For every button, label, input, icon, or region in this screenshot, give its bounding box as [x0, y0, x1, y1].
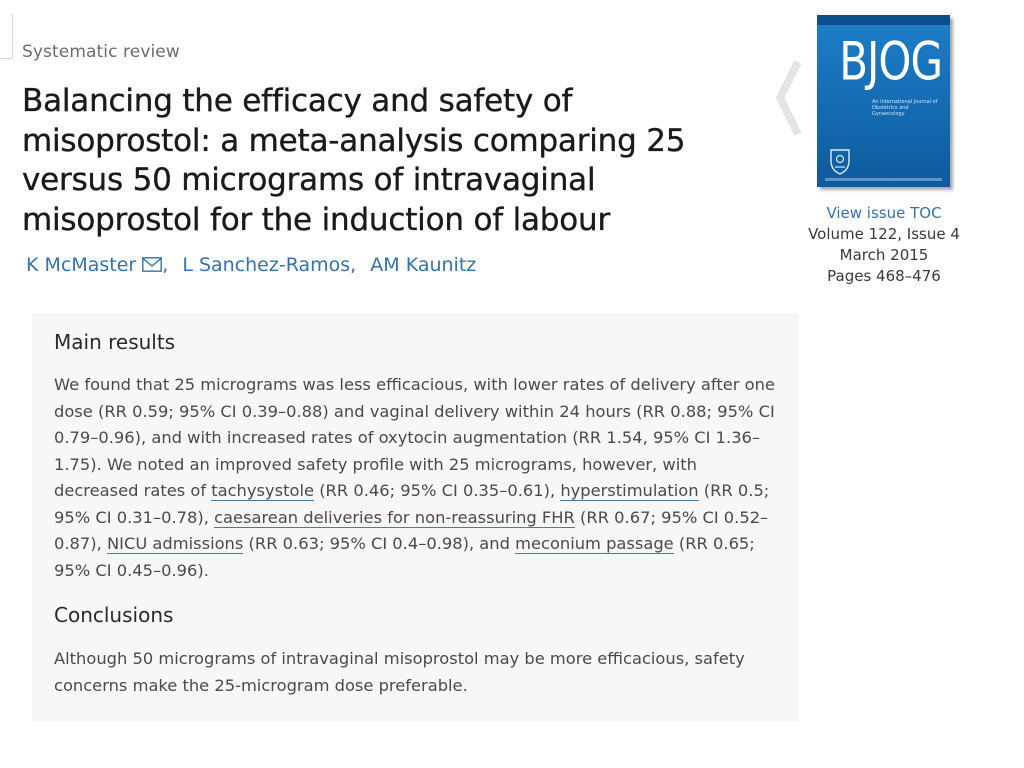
main-results-segment: (RR 0.46; 95% CI 0.35–0.61),	[314, 481, 561, 500]
term-link-hyperstimulation[interactable]: hyperstimulation	[560, 481, 699, 500]
conclusions-text: Although 50 micrograms of intravaginal misoprostol may be more efficacious, safety concerns make the 25-microgram dose preferable.	[54, 649, 745, 695]
author-separator: ,	[350, 254, 357, 276]
conclusions-heading: Conclusions	[54, 603, 174, 627]
term-link-tachysystole[interactable]: tachysystole	[211, 481, 315, 500]
author-link[interactable]: AM Kaunitz	[370, 254, 477, 276]
volume-issue: Volume 122, Issue 4	[808, 225, 960, 243]
journal-cover-image[interactable]	[817, 15, 950, 187]
author-link[interactable]: L Sanchez-Ramos	[182, 254, 351, 276]
main-results-segment: We found that 25 micrograms was less efficacious, with lower rates of delivery after one dose (RR 0.59; 95% CI 0.39–0.88) and vaginal delivery within 24 hours (RR 0.88; 95% CI 0.79–0.96), and with increased rates of oxytocin augmentation (RR 1.54, 95% CI 1.36–1.75). We noted an improved safety profile with 25 micrograms, however, with decreased rates of	[54, 375, 775, 500]
author-separator: ,	[162, 254, 169, 276]
issue-date: March 2015	[839, 246, 929, 264]
term-link-nicu-admissions[interactable]: NICU admissions	[106, 534, 244, 553]
cover-footer-band	[825, 178, 942, 181]
journal-logo: BJOG	[839, 30, 942, 92]
main-results-segment: (RR 0.5; 95% CI 0.31–0.78),	[54, 481, 770, 527]
main-results-segment: (RR 0.63; 95% CI 0.4–0.98), and	[243, 534, 516, 553]
term-link-meconium-passage[interactable]: meconium passage	[515, 534, 674, 553]
mail-icon[interactable]	[142, 255, 162, 277]
author-link[interactable]: K McMaster	[26, 254, 137, 276]
article-title: Balancing the efficacy and safety of misoprostol: a meta-analysis comparing 25 versus 50 micrograms of intravaginal misoprostol for the induction of labour	[22, 83, 686, 238]
main-results-heading: Main results	[54, 330, 176, 354]
page-range: Pages 468–476	[827, 267, 941, 285]
issue-info	[784, 203, 984, 287]
main-results-text	[54, 372, 784, 584]
term-link-caesarean-deliveries[interactable]: caesarean deliveries for non-reassuring FHR	[214, 507, 575, 527]
main-results-segment: (RR 0.65; 95% CI 0.45–0.96).	[54, 534, 755, 580]
journal-subtitle: An International Journal of Obstetrics and Gynaecology	[872, 99, 938, 117]
cover-top-band	[817, 15, 950, 25]
view-issue-toc-link[interactable]: View issue TOC	[826, 204, 942, 222]
main-results-segment: (RR 0.67; 95% CI 0.52–0.87),	[54, 507, 769, 553]
crest-icon	[829, 147, 851, 179]
abstract-panel	[32, 313, 799, 721]
chevron-left-icon[interactable]	[772, 58, 804, 138]
article-type-label: Systematic review	[22, 42, 180, 62]
corner-decoration	[0, 14, 13, 59]
author-list	[26, 254, 476, 277]
